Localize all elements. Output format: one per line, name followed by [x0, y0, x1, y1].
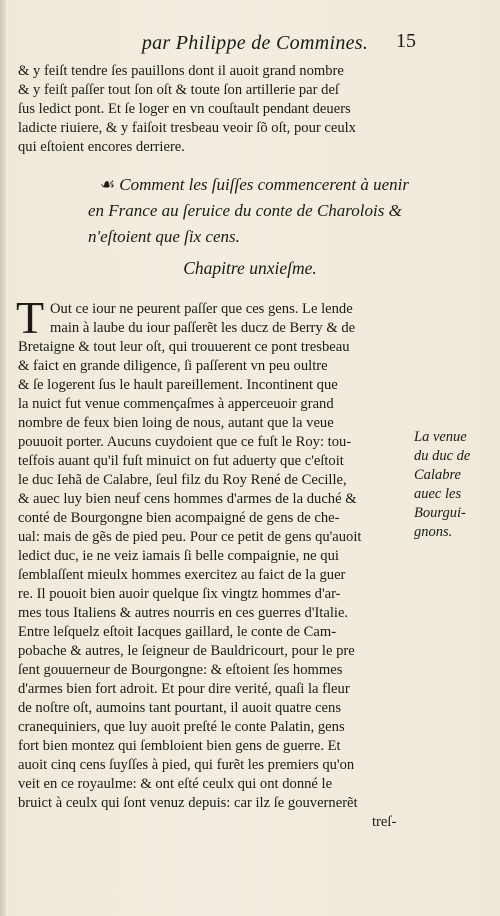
text-line: conté de Bourgongne bien acompaigné de gens de che-: [18, 510, 340, 526]
text-line: & y feiſt tendre ſes pauillons dont il auoit grand nombre: [18, 63, 344, 79]
section-heading-line: n'eſtoient que ſix cens.: [88, 227, 240, 246]
page-number: 15: [396, 30, 416, 52]
text-line: bruict à ceulx qui ſont venuz depuis: car ilz ſe gouvernerẽt: [18, 795, 358, 811]
text-line: teſfois auant qu'il fuſt minuict on fut aduerty que c'eſtoit: [18, 453, 344, 469]
marginal-note-line: gnons.: [414, 524, 453, 540]
text-line: de noſtre oſt, aumoins tant pourtant, il auoit quatre cens: [18, 700, 342, 716]
marginal-note-line: Calabre: [414, 467, 461, 483]
text-line: & faict en grande diligence, ſi paſſerent vn peu oultre: [18, 358, 328, 374]
catchword: treſ-: [372, 814, 397, 830]
marginal-note-line: Bourgui-: [414, 505, 466, 521]
text-line: veit en ce royaulme: & ont eſté ceulx qui ont donné le: [18, 776, 333, 792]
text-line: Bretaigne & tout leur oſt, qui trouuerent ce pont tresbeau: [18, 339, 350, 355]
text-line: ſent gouuerneur de Bourgongne: & eſtoient ſes hommes: [18, 662, 343, 678]
text-line: Entre leſquelz eſtoit Iacques gaillard, le conte de Cam-: [18, 624, 337, 640]
section-heading-line: [100, 172, 410, 198]
text-line: cranequiniers, que luy auoit preſté le conte Palatin, gens: [18, 719, 345, 735]
text-line: ladicte riuiere, & y faiſoit tresbeau veoir ſõ oſt, pour ceulx: [18, 120, 356, 136]
text-line: & y feiſt paſſer tout ſon oſt & toute ſon artillerie par deſ: [18, 82, 339, 98]
page-gutter: [0, 0, 6, 916]
text-line: nombre de feux bien loing de nous, autant que la veue: [18, 415, 334, 431]
text-line: re. Il pouoit bien auoir quelque ſix vingtz hommes d'ar-: [18, 586, 341, 602]
text-line: la nuict fut venue commençaſmes à apperceuoir grand: [18, 396, 334, 412]
text-line: pobache & autres, le ſeigneur de Bauldricourt, pour le pre: [18, 643, 355, 659]
section-heading-line: en France au ſeruice du conte de Charolois &: [88, 201, 402, 220]
text-line: qui eſtoient encores derriere.: [18, 139, 185, 155]
text-line: ſus ledict pont. Et ſe loger en vn couſtault pendant deuers: [18, 101, 351, 117]
text-line: & auec luy bien neuf cens hommes d'armes de la duché &: [18, 491, 357, 507]
text-line: Out ce iour ne peurent paſſer que ces gens. Le lende: [50, 301, 353, 317]
text-line: fort bien montez qui ſembloient bien gens de guerre. Et: [18, 738, 341, 754]
text-line: ual: mais de gẽs de pied peu. Pour ce petit de gens qu'auoit: [18, 529, 362, 545]
text-line: ledict duc, ie ne veiz iamais ſi belle compaignie, ne qui: [18, 548, 339, 564]
marginal-note-line: La venue: [414, 429, 467, 445]
running-head: par Philippe de Commines.: [141, 32, 369, 54]
drop-cap: T: [16, 292, 45, 343]
chapter-title: Chapitre unxieſme.: [183, 258, 317, 278]
text-line: ſemblaſſent mieulx hommes exercitez au faict de la guer: [18, 567, 346, 583]
text-line: auoit cinq cens ſuyſſes à pied, qui furẽt les premiers qu'on: [18, 757, 355, 773]
text-line: le duc Iehã de Calabre, ſeul filz du Roy René de Cecille,: [18, 472, 347, 488]
text-line: & ſe logerent ſus le hault pareillement. Incontinent que: [18, 377, 338, 393]
marginal-note-line: du duc de: [414, 448, 471, 464]
fleuron-icon: ☙: [100, 175, 116, 194]
marginal-note-line: auec les: [414, 486, 462, 502]
text-line: pouuoit porter. Aucuns cuydoient que ce fuſt le Roy: tou-: [18, 434, 352, 450]
text-line: d'armes bien fort adroit. Et pour dire verité, quaſi la fleur: [18, 681, 350, 697]
section-heading-text: Comment les ſuiſſes commencerent à uenir: [119, 175, 409, 194]
text-line: main à laube du iour paſſerẽt les ducz de Berry & de: [50, 320, 356, 336]
text-line: mes tous Italiens & autres nourris en ces guerres d'Italie.: [18, 605, 349, 621]
